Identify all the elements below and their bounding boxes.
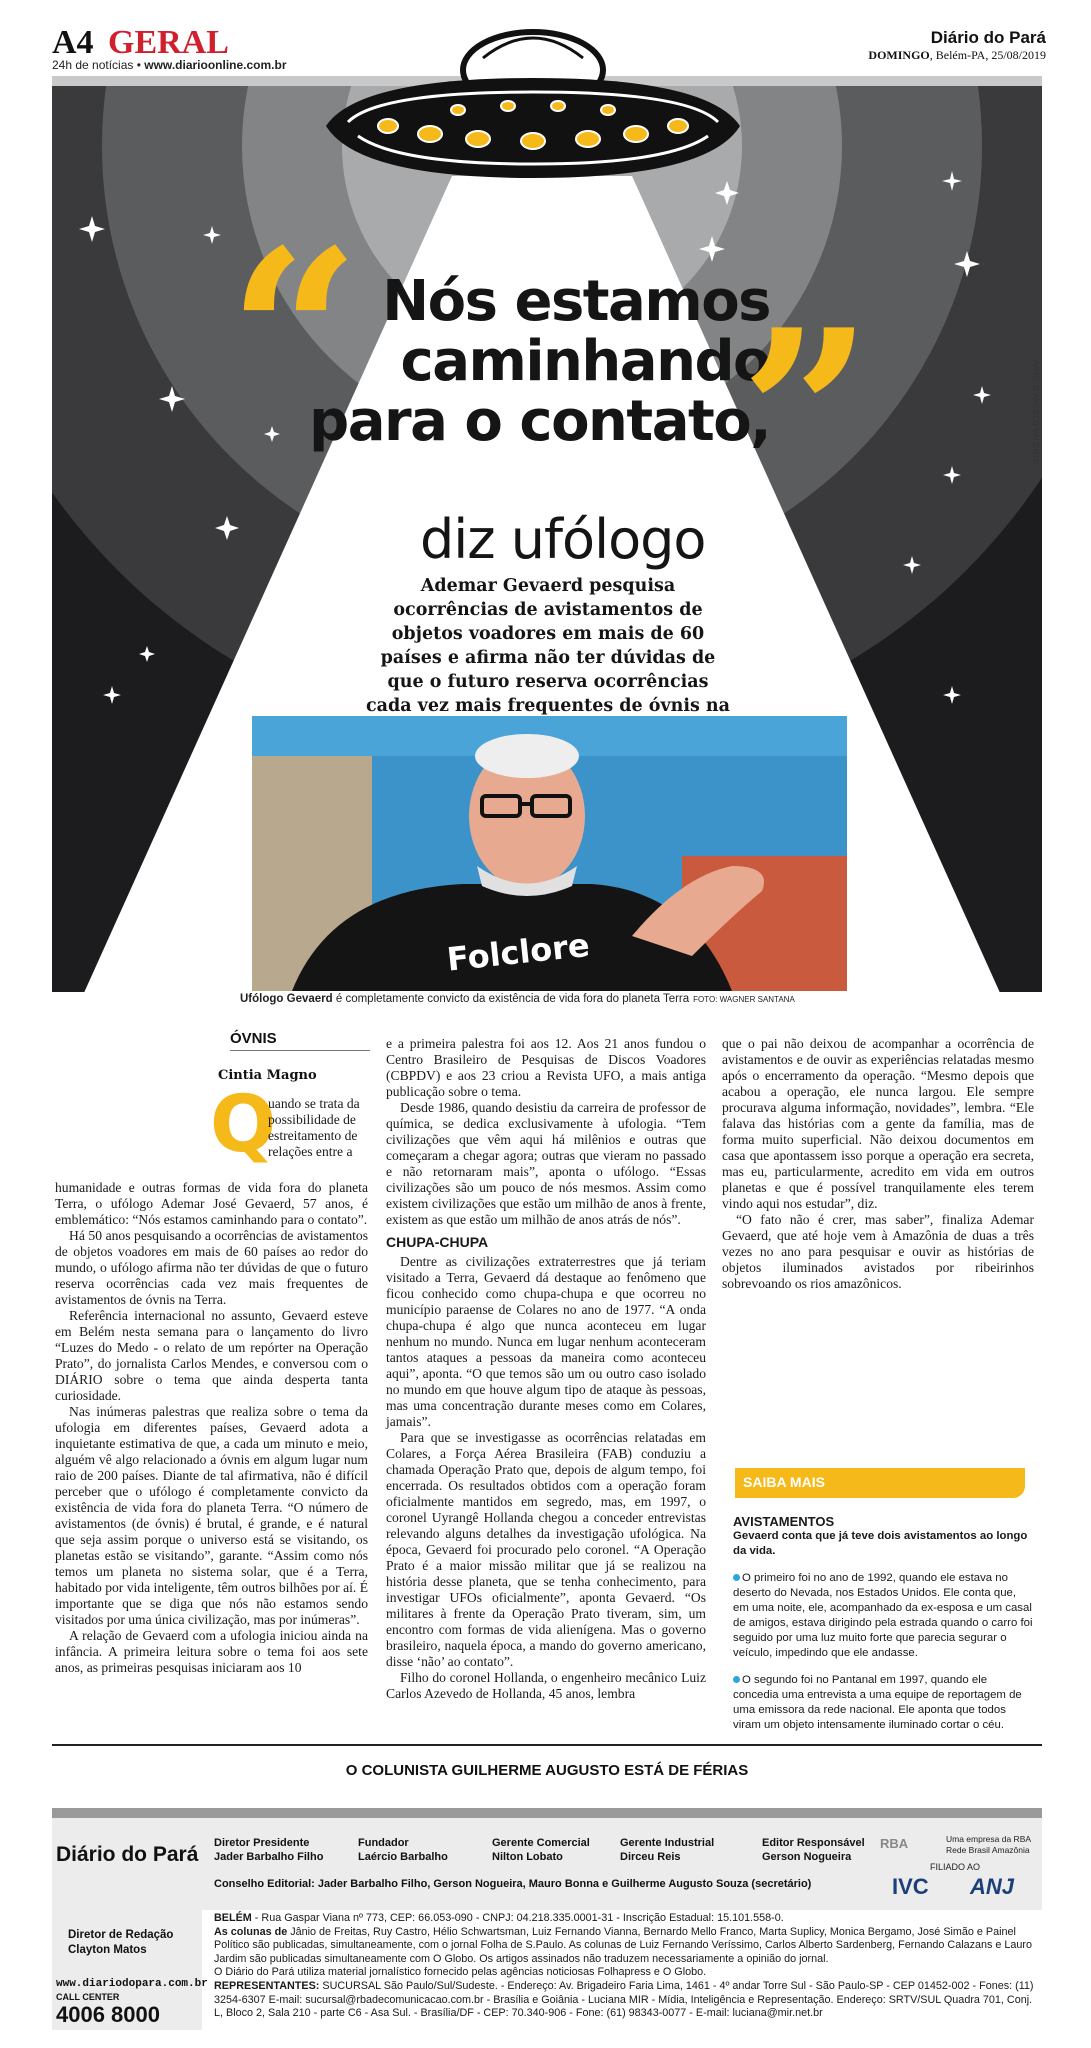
sidebar-box <box>733 1514 1033 1745</box>
rep-label: REPRESENTANTES: <box>214 1979 320 1992</box>
page-number: A4 <box>52 24 94 61</box>
sidebar-item-text: O segundo foi no Pantanal em 1997, quando ele concedia uma entrevista a uma equipe de reportagem de uma emissora da rede nacional. Ele aponta que todos viram um objeto intensamente iluminado cortar o céu. <box>733 1674 1022 1731</box>
anj-logo: ANJ <box>970 1874 1015 1899</box>
role-name: Gerson Nogueira <box>762 1851 852 1863</box>
footer-site-link[interactable]: www.diariodopara.com.br <box>56 1978 208 1990</box>
expediente-globo: O Diário do Pará utiliza material jornalístico fornecido pelas agências noticiosas Folhapress e O Globo. <box>214 1966 707 1979</box>
footer-role <box>762 1836 865 1864</box>
article-paragraph: que o pai não deixou de acompanhar a ocorrência de avistamentos e de ouvir as experiências relatadas mesmo após o encerramento da operação. “Mesmo depois que acabou a operação, ele nunca largou. Ele sempre procurava alguma informação, novidades”, lembra. “Ele falava das histórias com a gente da família, mas de forma muito superficial. Não deixou documentos em casa que apontassem isso porque a operação era secreta, mas eu, particularmente, acredito em vida em outros planetas e que é possível tranquilamente eles terem vindo aqui nos estudar”, diz. <box>722 1036 1034 1211</box>
byline: Cintia Magno <box>218 1068 317 1083</box>
photo-gevaerd <box>252 716 847 991</box>
footer-gray-bar <box>52 1808 1042 1818</box>
role-name: Laércio Barbalho <box>358 1851 448 1863</box>
tagline <box>52 58 287 72</box>
article-lead-indented <box>268 1096 368 1160</box>
article-paragraph: “O fato não é crer, mas saber”, finaliza Ademar Gevaerd, que até hoje vem à Amazônia de duas a três vezes no ano para pesquisar e ouvir as histórias de objetos iluminados avistados por ribeirinhos sobrevoando os rios amazônicos. <box>722 1212 1034 1291</box>
dateline <box>868 48 1046 63</box>
role-title: Gerente Industrial <box>620 1837 715 1849</box>
footer-logo: Diário do Pará <box>56 1843 199 1866</box>
quote-close-mark: ” <box>740 280 873 550</box>
rba-text-line-1: Uma empresa da RBA <box>946 1834 1032 1844</box>
footer-role <box>492 1836 590 1864</box>
art-credit: ARTE: D'ANGELO VALENTE <box>1031 360 1040 465</box>
role-title: Gerente Comercial <box>492 1837 590 1849</box>
caption-credit: FOTO: WAGNER SANTANA <box>693 995 795 1004</box>
diretor-redacao <box>68 1928 173 1958</box>
article-paragraph: Para que se investigasse as ocorrências relatadas em Colares, a Força Aérea Brasileira (FAB) conduziu a chamada Operação Prato que, depois de algum tempo, foi encerrada. Os resultados obtidos com a operação foram oficialmente mantidos em segredo, mas, em 1997, o coronel Uyrangê Hollanda chegou a conceder entrevistas relevando alguns detalhes da investigação ufológica. Na época, Gevaerd foi procurado pelo coronel. “A Operação Prato é a maior missão militar que já se realizou na história desse planeta, que se tenha conhecimento, para investigar UFOs oficialmente”, aponta Gevaerd. “Os militares à frente da Operação Prato tiveram, sim, um encontro com formas de vida alienígena. Mas o governo brasileiro, naquela época, a mando do governo americano, disse ‘não’ ao contato”. <box>386 1430 706 1669</box>
callcenter-label: CALL CENTER <box>56 1992 120 2002</box>
footer-role <box>620 1836 714 1864</box>
expediente-belem <box>214 1912 1044 1926</box>
dropcap: Q <box>210 1080 277 1170</box>
rep-text: SUCURSAL São Paulo/Sul/Sudeste. - Endereço: Av. Brigadeiro Faria Lima, 1461 - 4º andar Torre Sul - São Paulo-SP - CEP 01452-002 - Fones: (11) 3254-6307 E-mail: sucursal@rbadecomunicacao.com.br - Brasília e Goiânia - Luciana MIR - Mídia, Inteligência e Representação. Endereço: SRTV/SUL Quadra 701, Conj. L, Bloco 2, Sala 210 - parte C6 - Asa Sul. - Brasília/DF - CEP: 70.340-906 - Fone: (61) 98343-0077 - E-mail: luciana@mir.net.br <box>214 1979 1034 2020</box>
headline-sub: diz ufólogo <box>420 508 706 571</box>
filiado-label: FILIADO AO <box>930 1862 981 1872</box>
tagline-site-link[interactable]: www.diarioonline.com.br <box>144 58 287 72</box>
date-day: DOMINGO <box>868 48 930 62</box>
photo-shirt-text: Folclore <box>445 925 592 979</box>
role-title: Diretor Presidente <box>214 1837 310 1849</box>
quote-open-mark: “ <box>228 200 361 470</box>
rba-text-line-2: Rede Brasil Amazônia <box>946 1845 1030 1855</box>
article-paragraph: Há 50 anos pesquisando a ocorrências de avistamentos de objetos voadores em mais de 60 países ao redor do mundo, o ufólogo afirma não ter dúvidas de que o futuro reserva ocorrências cada vez mais frequentes de avistamentos de óvnis na Terra. <box>55 1228 368 1307</box>
article-paragraph: Dentre as civilizações extraterrestres que já teriam visitado a Terra, Gevaerd dá destaque ao fenômeno que ficou conhecido como chupa-chupa e que ocorreu no município paraense de Colares no ano de 1977. “A onda chupa-chupa é algo que nunca aconteceu em lugar nenhum no mundo. Nunca em lugar nenhum aconteceram tantos ataques a pessoas da maneira como aconteceu aqui”, aponta. “O que temos são um ou outro caso isolado no mundo em que houve algum tipo de ataque às pessoas, mas uma concentração durante meses como em Colares, jamais”. <box>386 1254 706 1429</box>
redacao-name: Clayton Matos <box>68 1944 147 1956</box>
columnist-note: O COLUNISTA GUILHERME AUGUSTO ESTÁ DE FÉRIAS <box>345 1762 749 1779</box>
callcenter-phone: 4006 8000 <box>56 2002 160 2027</box>
ivc-logo: IVC <box>892 1874 929 1899</box>
rba-text <box>946 1834 1031 1856</box>
star-icon <box>943 686 961 704</box>
article-lead-b: humanidade e outras formas de vida fora do planeta Terra, o ufólogo Ademar José Gevaerd, 57 anos, é emblemático: “Nós estamos caminhando para o contato”. <box>55 1180 368 1227</box>
article-column-1 <box>55 1180 368 1676</box>
sidebar-item <box>733 1673 1033 1733</box>
article-paragraph: A relação de Gevaerd com a ufologia iniciou ainda na infância. A primeira leitura sobre o tema foi aos sete anos, as primeiras pesquisas iniciaram aos 10 <box>55 1628 368 1675</box>
article-paragraph: Referência internacional no assunto, Gevaerd esteve em Belém nesta semana para o lançamento do livro “Luzes do Medo - o relato de um repórter na Operação Prato”, do jornalista Carlos Mendes, e conversou com o DIÁRIO sobre o tema que ainda desperta tanta curiosidade. <box>55 1308 368 1403</box>
article-column-3 <box>722 1036 1034 1292</box>
article-paragraph: Desde 1986, quando desistiu da carreira de professor de química, se dedica exclusivamente à ufologia. “Tem civilizações que vêm aqui há milênios e outras que começaram a chegar agora; outras que vieram no passado e não retornaram mais”, aponta o ufólogo. “Essas civilizações são um pouco de nós mesmos. Assim como existem civilizações que estão um milhão de anos à frente, existem as que estão um milhão de anos atrás de nós”. <box>386 1100 706 1227</box>
photo-illustration <box>252 716 847 991</box>
conselho-editorial: Conselho Editorial: Jader Barbalho Filho, Gerson Nogueira, Mauro Bonna e Guilherme Augusto Souza (secretário) <box>214 1878 812 1890</box>
sidebar-item <box>733 1571 1033 1661</box>
tagline-prefix: 24h de notícias • <box>52 58 145 72</box>
sidebar-title: AVISTAMENTOS <box>733 1514 835 1529</box>
belem-text: - Rua Gaspar Viana nº 773, CEP: 66.053-090 - CNPJ: 04.218.335.0001-31 - Inscrição Estadual: 15.101.558-0. <box>251 1912 784 1924</box>
photo-caption <box>240 993 850 1005</box>
section-title: GERAL <box>108 24 229 61</box>
role-title: Editor Responsável <box>762 1837 865 1849</box>
saiba-mais-label: SAIBA MAIS <box>743 1474 825 1490</box>
article-column-2 <box>386 1036 706 1702</box>
article-paragraph: Filho do coronel Hollanda, o engenheiro mecânico Luiz Carlos Azevedo de Hollanda, 45 anos, lembra <box>386 1670 706 1701</box>
expediente-colunas <box>214 1926 1044 1967</box>
redacao-role: Diretor de Redação <box>68 1929 174 1941</box>
subhead: CHUPA-CHUPA <box>386 1234 489 1250</box>
colunas-label: As colunas de <box>214 1925 288 1938</box>
expediente-representantes <box>214 1980 1044 2021</box>
kicker-rule <box>230 1050 370 1051</box>
headline-line-2: caminhando <box>400 329 770 394</box>
headline-line-3: para o contato, <box>309 389 770 454</box>
expediente <box>214 1912 1044 2021</box>
footer-role <box>358 1836 448 1864</box>
caption-text: é completamente convicto da existência de vida fora do planeta Terra <box>332 993 690 1005</box>
masthead: Diário do Pará <box>930 28 1046 47</box>
headline <box>300 269 770 454</box>
bullet-icon <box>733 1574 740 1581</box>
deck: Ademar Gevaerd pesquisa ocorrências de avistamentos de objetos voadores em mais de 60 países e afirma não ter dúvidas de que o futuro reserva ocorrências cada vez mais frequentes de óvnis na <box>366 576 730 716</box>
headline-line-1: Nós estamos <box>382 269 770 334</box>
article-paragraph: Nas inúmeras palestras que realiza sobre o tema da ufologia em diferentes países, Gevaerd adota a inquietante estimativa de que, a cada um minuto e meio, alguém vê algo relacionado a óvnis em algum lugar num raio de 200 países. Diante de tal afirmativa, não é difícil perceber que o ufólogo é completamente convicto da existência de vida fora do planeta Terra. “O número de avistamentos (de óvnis) é brutal, é grande, e é natural que seja assim porque o universo está se visitando, os planetas estão se visitando”, garante. “Assim como nós temos um planeta no sistema solar, que é a Terra, habitado por vida inteligente, têm outros bilhões por aí. É importante que se diga que nós não estamos sendo visitados por uma única civilização, mas por inúmeras”. <box>55 1404 368 1627</box>
belem-label: BELÉM <box>214 1912 252 1924</box>
sidebar-item-text: O primeiro foi no ano de 1992, quando ele estava no deserto do Nevada, nos Estados Unidos. Ele conta que, em uma noite, ele, acompanhado da ex-esposa e um casal de amigos, estava dirigindo pela estrada quando o carro foi seguido por uma luz muito forte que parecia segurar o veículo, impedindo que ele andasse. <box>733 1572 1033 1659</box>
sidebar-subtitle: Gevaerd conta que já teve dois avistamentos ao longo da vida. <box>733 1530 1028 1557</box>
ufo-icon <box>318 18 748 188</box>
bottom-rule <box>52 1744 1042 1746</box>
caption-bold: Ufólogo Gevaerd <box>240 993 333 1005</box>
role-name: Dirceu Reis <box>620 1851 681 1863</box>
star-icon <box>139 646 155 662</box>
role-title: Fundador <box>358 1837 409 1849</box>
date-rest: , Belém-PA, 25/08/2019 <box>929 48 1046 62</box>
star-icon <box>103 686 121 704</box>
rba-logo: RBA <box>880 1836 909 1851</box>
colunas-text: Jânio de Freitas, Ruy Castro, Hélio Schwartsman, Luiz Fernando Vianna, Bernardo Mello Franco, Marta Suplicy, Monica Bergamo, José Simão e Painel Político são publicadas, simultaneamente, com o jornal Folha de S.Paulo. As colunas de Luiz Fernando Veríssimo, Carlos Alberto Sardenberg, Fernando Calazans e Lauro Jardim são publicadas simultaneamente com O Globo. Os artigos assinados não traduzem necessariamente a opinião do jornal. <box>214 1925 1033 1965</box>
kicker: ÓVNIS <box>230 1030 277 1047</box>
role-name: Jader Barbalho Filho <box>214 1851 324 1863</box>
article-paragraph: e a primeira palestra foi aos 12. Aos 21 anos fundou o Centro Brasileiro de Pesquisas de Discos Voadores (CBPDV) e aos 23 criou a Revista UFO, a mais antiga publicação sobre o tema. <box>386 1036 706 1099</box>
role-name: Nilton Lobato <box>492 1851 563 1863</box>
footer-role <box>214 1836 323 1864</box>
bullet-icon <box>733 1676 740 1683</box>
article-lead-a: uando se trata da possibilidade de estreitamento de relações entre a <box>268 1096 360 1159</box>
